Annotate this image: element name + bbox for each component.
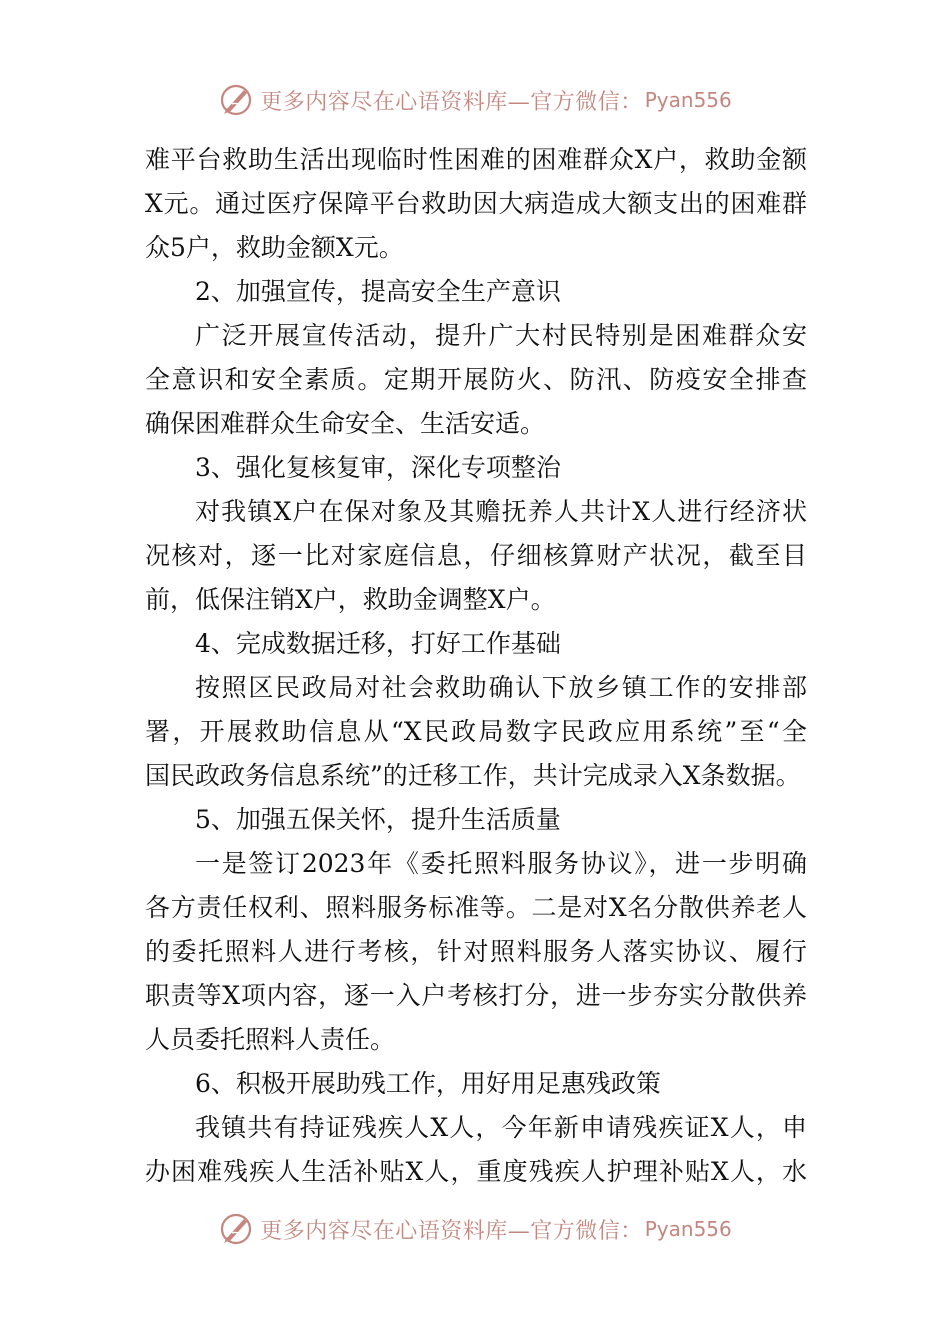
paragraph-line: X元。通过医疗保障平台救助因大病造成大额支出的困难群 [145, 189, 807, 218]
watermark-text: 更多内容尽在心语资料库—官方微信： [260, 1218, 643, 1244]
watermark-handle: Pyan556 [644, 1217, 732, 1241]
section-heading: 2、加强宣传，提高安全生产意识 [195, 277, 561, 306]
paragraph-line: 我镇共有持证残疾人X人，今年新申请残疾证X人，申 [195, 1113, 807, 1142]
paragraph-line: 确保困难群众生命安全、生活安适。 [145, 409, 546, 438]
watermark-text: 更多内容尽在心语资料库—官方微信： [260, 89, 643, 115]
pen-logo-icon [218, 1211, 254, 1247]
watermark-banner-bottom [0, 1209, 950, 1249]
section-heading: 5、加强五保关怀，提升生活质量 [195, 805, 561, 834]
paragraph-line: 各方责任权利、照料服务标准等。二是对X名分散供养老人 [145, 893, 807, 922]
paragraph-line: 全意识和安全素质。定期开展防火、防汛、防疫安全排查 [145, 365, 807, 394]
paragraph-line: 办困难残疾人生活补贴X人，重度残疾人护理补贴X人，水 [145, 1157, 807, 1186]
paragraph-line: 前，低保注销X户，救助金调整X户。 [145, 585, 556, 614]
section-heading: 4、完成数据迁移，打好工作基础 [195, 629, 561, 658]
paragraph-line: 的委托照料人进行考核，针对照料服务人落实协议、履行 [145, 937, 807, 966]
paragraph-line: 众5户，救助金额X元。 [145, 233, 404, 262]
paragraph-line: 国民政政务信息系统”的迁移工作，共计完成录入X条数据。 [145, 761, 801, 790]
section-heading: 3、强化复核复审，深化专项整治 [195, 453, 561, 482]
paragraph-line: 对我镇X户在保对象及其赡抚养人共计X人进行经济状 [195, 497, 807, 526]
pen-logo-icon [218, 82, 254, 118]
paragraph-line: 广泛开展宣传活动，提升广大村民特别是困难群众安 [195, 321, 807, 350]
document-body [145, 138, 807, 1194]
paragraph-line: 难平台救助生活出现临时性困难的困难群众X户，救助金额 [145, 145, 807, 174]
paragraph-line: 按照区民政局对社会救助确认下放乡镇工作的安排部 [195, 673, 807, 702]
section-heading: 6、积极开展助残工作，用好用足惠残政策 [195, 1069, 661, 1098]
paragraph-line: 职责等X项内容，逐一入户考核打分，进一步夯实分散供养 [145, 981, 807, 1010]
paragraph-line: 人员委托照料人责任。 [145, 1025, 396, 1054]
paragraph-line: 一是签订2023年《委托照料服务协议》，进一步明确 [195, 849, 807, 878]
watermark-banner-top [0, 80, 950, 120]
paragraph-line: 署，开展救助信息从“X民政局数字民政应用系统”至“全 [145, 717, 807, 746]
watermark-handle: Pyan556 [644, 88, 732, 112]
paragraph-line: 况核对，逐一比对家庭信息，仔细核算财产状况，截至目 [145, 541, 807, 570]
